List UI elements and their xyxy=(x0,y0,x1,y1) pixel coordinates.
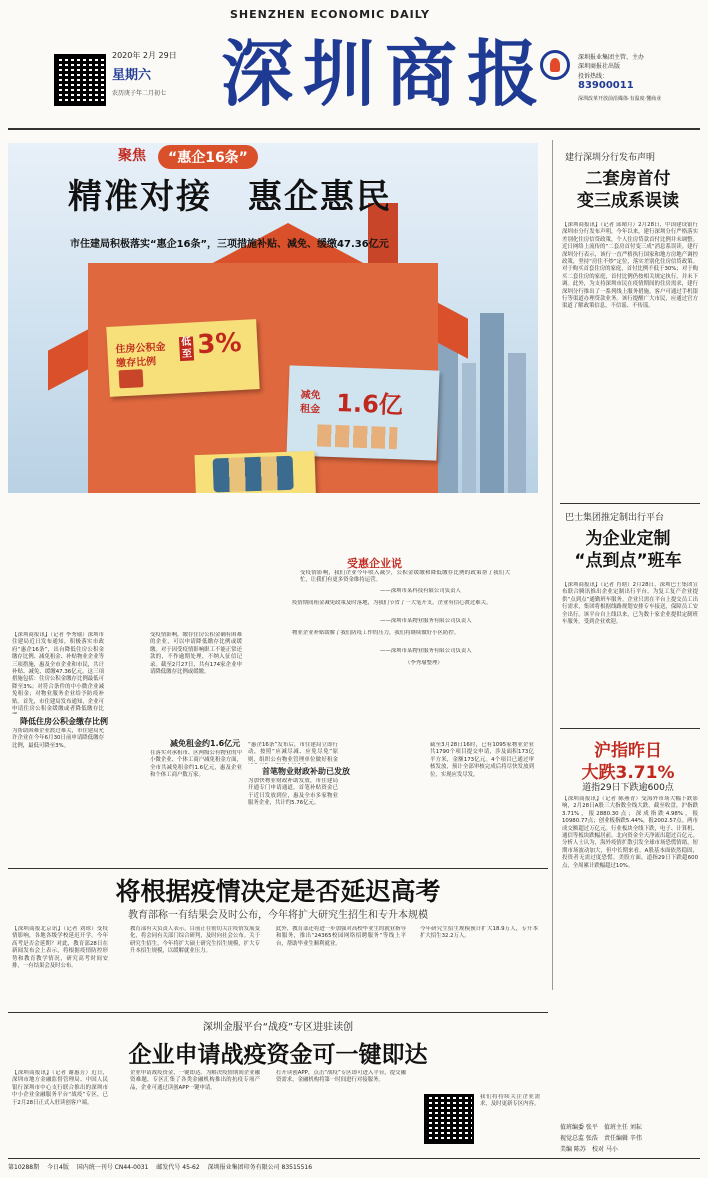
sidebar-a3-title1: 沪指昨日 xyxy=(594,741,662,761)
voice-quote-3: 物业企业补贴缓解了我们防疫工作的压力，我们将继续做好小区防控。 xyxy=(292,630,460,636)
staff-line5: 美编 陈苏 xyxy=(560,1146,586,1153)
staff-line3: 视觉总监 张浩 xyxy=(560,1135,598,1142)
sidebar-a1-kicker: 建行深圳分行发布声明 xyxy=(565,153,656,163)
note2-label2: 租金 xyxy=(299,403,321,416)
note-property-subsidy xyxy=(194,451,317,493)
publisher-line2: 深圳商报社出版 xyxy=(578,63,621,70)
bottom-body-4: 我们将持续关注企业需求，及时更新专区内容。 xyxy=(480,1094,540,1108)
voice-source-1: ——深圳市某科技有限公司负责人 xyxy=(380,588,461,594)
staff-line2: 值班主任 刘耘 xyxy=(603,1124,642,1131)
gaokao-body-3: 此外，教育部还将进一步加强对高校毕业生的就业指导和服务，推出“24365校园网络招聘服务”等线上平台，帮助毕业生顺利就业。 xyxy=(276,926,406,947)
feature-subheadline: 市住建局积极落实“惠企16条”，三项措施补贴、减免、缓缴47.36亿元 xyxy=(70,239,389,250)
note-rent-reduction xyxy=(286,365,439,460)
feature-body-col2-b: 在落实对承租市、区两级公有物业的中小微企业、个体工商户减免租金方面，全市共减免租金约1.6亿元，惠及企业和个体工商户数万家。 xyxy=(150,750,242,779)
staff-box xyxy=(560,1122,700,1158)
feature-body-col1-subhead: 降低住房公积金缴存比例 xyxy=(20,717,108,726)
footer-rule xyxy=(8,1158,700,1159)
footer-bar xyxy=(8,1162,700,1171)
gaokao-top-rule xyxy=(8,868,548,869)
note1-value: 3% xyxy=(196,327,243,361)
sidebar-divider xyxy=(552,140,553,990)
feature-body-col1: 【深圳商报讯】（记者 李秀瑜）深圳市住建局近日发布通知，积极落实市政府“惠企16条”，出台降低住房公积金缴存比例、减免租金、补贴物业企业等三项措施，惠及全市企业和市民，共计补贴、减免、缓缴47.36亿元。这三项措施包括：住房公积金缴存比例最低可降至3%；对符合条件的中小微企业减免租金；对物业服务企业给予防疫补贴。首先，市住建局发布通知，企业可申请住房公积金缓缴或者降低缴存比 xyxy=(12,632,104,713)
sidebar-a3-title2: 大跌3.71% xyxy=(581,763,675,783)
publisher-logo xyxy=(540,50,570,80)
voice-source-3: ——深圳市某物业服务有限公司负责人 xyxy=(380,648,472,654)
feature-body-col2-subhead: 减免租金约1.6亿元 xyxy=(170,739,241,748)
sidebar-a2-body: 【深圳商报讯】（记者 肖晗）2月28日，深圳巴士集团宣布联合腾讯推出企业定制出行平台，为复工复产企业提供“点到点”通勤班车服务。企业只需在平台上提交员工出行需求，集团将根据线路规划安排专车接送，保障员工安全出行。该平台自上线以来，已为数十家企业提供定制班车服务，受到企业欢迎。 xyxy=(562,582,698,626)
sidebar-a2-divider xyxy=(560,728,700,729)
note3-people-icon xyxy=(213,456,294,493)
footer-code: 国内统一刊号 CN44-0031 xyxy=(76,1164,149,1171)
staff-line6: 校对 马小 xyxy=(591,1146,618,1153)
sidebar-a2-title2: “点到点”班车 xyxy=(574,551,682,571)
note2-value: 1.6亿 xyxy=(335,389,404,420)
gaokao-subheadline: 教育部称一有结果会及时公布，今年将扩大研究生招生和专升本规模 xyxy=(128,910,428,921)
header-tagline: 深圳改革开放前沿媒体·有温度·懂商业 xyxy=(578,96,662,102)
gaokao-headline: 将根据疫情决定是否延迟高考 xyxy=(115,877,441,906)
voice-quote-2: 疫情期间租金减免政策及时落地，为我们节省了一大笔开支，企业有信心渡过难关。 xyxy=(292,600,492,606)
subscribe-label: 投诉热线： xyxy=(578,73,609,80)
feature-body-col4: 截至3月28日16时，已有1095家物业企业共1790个项目提交申请，涉及面积173亿平方米，金额173亿元。4个项目已通过审核发放，预计全部审核完成后将尽快发放到位，实现应发尽发。 xyxy=(430,742,534,778)
header-date: 2020年 2月 29日 xyxy=(112,51,177,60)
footer-post: 邮发代号 45-62 xyxy=(156,1164,200,1171)
sidebar-a2-title1: 为企业定制 xyxy=(585,529,671,549)
voice-title: 受惠企业说 xyxy=(347,557,402,570)
bottom-headline: 企业申请战疫资金可一键即达 xyxy=(128,1041,428,1068)
note1-prefix: 低至 xyxy=(179,336,194,361)
feature-headline: 精准对接 惠企惠民 xyxy=(68,177,392,217)
publisher-line1: 深圳报业集团主管、主办 xyxy=(578,54,645,61)
bottom-body-1: 【深圳商报讯】（记者 谢惠芳）近日，深圳市地方金融监督管理局、中国人民银行深圳市中心支行联合推出的深圳市中小企业金融服务平台“战疫”专区，已于2月28日正式入驻读创客户端。 xyxy=(12,1070,108,1106)
note2-houses-icon xyxy=(317,424,398,449)
bottom-kicker: 深圳金服平台“战疫”专区进驻读创 xyxy=(202,1022,354,1033)
feature-graphic xyxy=(8,143,538,493)
header-lunar-date: 农历庚子年二月初七 xyxy=(112,90,167,97)
bottom-body-2: 企业申请战疫资金，一键即达。为解决疫情期间企业融资难题，专区汇集了各类金融机构推出的抗疫专项产品，企业可通过读创APP一键申请。 xyxy=(130,1070,260,1091)
footer-address: 深圳报业集团印务有限公司 83515516 xyxy=(207,1164,313,1171)
feature-body-col2-extra: “惠企16条”发布后，市住建局立即行动，按照“应减尽减、应免尽免”原则，组织公有物业管理单位做好租金 xyxy=(248,742,338,763)
bottom-body-3: 打开读创APP，点击“战疫”专区即可进入平台，提交融资需求，金融机构将第一时间进行对接服务。 xyxy=(276,1070,406,1084)
subscribe-number: 83900011 xyxy=(578,80,634,91)
note-housing-fund xyxy=(106,319,259,397)
feature-body-col1-b: 为帮助困难企业渡过难关，市住建局允许企业在今年6月30日前申请降低缴存比例，最低可降至3%。 xyxy=(12,728,104,749)
footer-pages: 今日4版 xyxy=(47,1164,69,1171)
bottom-top-rule xyxy=(8,1012,548,1013)
sidebar-a1-body: 【深圳商报讯】（记者 邱晴月）2月28日，中国建设银行深圳市分行发布声明，今年以来，建行深圳分行严格落实差别化住房信贷政策，个人住房贷款首付比例并未调整。近日网络上流传的“二套房首付变三成”消息系误读。建行深圳分行表示，该行一直严格执行国家和地方房地产调控政策，坚持“房住不炒”定位，落实差别化住房信贷政策。对于购买首套住房的家庭，首付比例不低于30%；对于购买二套住房的家庭，首付比例仍按相关规定执行，并未下调。此外，为支持深圳市民在疫情期间的住房需求，建行深圳分行推出了一系列线上服务措施，客户可通过手机银行等渠道办理贷款业务。该行提醒广大市民，应通过官方渠道了解政策信息，不信谣、不传谣。 xyxy=(562,222,698,310)
feature-badge: “惠企16条” xyxy=(158,145,258,169)
sidebar-a3-subtitle: 道指29日下跌逾600点 xyxy=(582,783,674,793)
staff-line4: 责任编辑 辛伟 xyxy=(603,1135,642,1142)
sidebar-a2-kicker: 巴士集团推定制出行平台 xyxy=(565,513,665,523)
note2-label1: 减免 xyxy=(300,389,321,402)
sidebar-a1-divider xyxy=(560,503,700,504)
header-qr-code xyxy=(54,54,106,106)
header-divider xyxy=(8,128,700,130)
gaokao-body-2: 教育部有关负责人表示，目前正在密切关注疫情发展变化，将会同有关部门综合研判，及时向社会公布。关于研究生招生，今年将扩大硕士研究生招生规模，扩大专升本招生规模，以缓解就业压力。 xyxy=(130,926,260,955)
gaokao-body-4: 今年研究生招生规模预计扩大18.9万人，专升本扩大招生32.2万人。 xyxy=(420,926,538,940)
feature-body-col2: 受疫情影响，缴存住房公积金确有困难的企业，可以申请降低缴存比例或缓缴。对于因受疫情影响职工不能正常还款的，不作逾期处理，不纳入征信记录。截至2月27日，共有174家企业申请降低缴存比例或缓缴。 xyxy=(150,632,242,676)
feature-body-col3-subhead: 首笔物业财政补助已发放 xyxy=(262,767,350,776)
feature-tag: 聚焦 xyxy=(118,148,146,164)
header-weekday: 星期六 xyxy=(112,68,152,83)
sidebar-a1-title2: 变三成系误读 xyxy=(577,191,679,211)
masthead-title: 深圳商报 xyxy=(220,31,549,116)
header-english-name: SHENZHEN ECONOMIC DAILY xyxy=(230,8,431,21)
note1-label2: 缴存比例 xyxy=(115,356,157,370)
note1-house-icon xyxy=(119,369,144,388)
feature-body-col3-b: 为加快物业财政补助发放，市住建局开通专门申请通道，首笔补贴资金已于近日发放到位，惠及全市多家物业服务企业，共计约5.76亿元。 xyxy=(248,778,338,807)
staff-line1: 值班编委 张平 xyxy=(560,1124,598,1131)
note1-label1: 住房公积金 xyxy=(115,341,166,356)
bottom-qr-code xyxy=(424,1094,474,1144)
footer-issue: 第10288期 xyxy=(8,1164,40,1171)
voice-source-2: ——深圳市某物业服务有限公司负责人 xyxy=(380,618,472,624)
sidebar-a3-body: 【深圳商报讯】（记者 陈燕青）受海外市场大幅下跌影响，2月28日A股三大指数全线大跌。截至收盘，沪指跌3.71%，报2880.30点；深成指跌4.98%，报10980.77点；创业板指跌5.44%，报2002.57点。两市成交额超过万亿元。行业板块全线下跌，电子、计算机、通信等板块跌幅居前。北向资金全天净流出超过百亿元。分析人士认为，海外疫情扩散引发全球市场恐慌情绪，短期市场波动加大，但中长期来看，A股基本面依然稳固，投资者无需过度恐慌。美股方面，道指29日下跌超600点，全周累计跌幅超过10%。 xyxy=(562,796,698,869)
sidebar-a1-title1: 二套房首付 xyxy=(585,169,671,189)
gaokao-body-1: 【深圳商报北京讯】（记者 刘琼）受疫情影响，各地各级学校延迟开学。今年高考是否会延期？对此，教育部28日在新闻发布会上表示，将根据疫情防控形势和教育教学情况，研究高考时间安排，一有结果会及时公布。 xyxy=(12,926,108,970)
voice-reporter: （李秀瑜整理） xyxy=(405,660,443,666)
voice-quote-1: 受疫情影响，我们企业今年收入减少，公积金缓缴和降低缴存比例的政策帮了我们大忙，让我们有更多资金维持运营。 xyxy=(300,570,510,584)
